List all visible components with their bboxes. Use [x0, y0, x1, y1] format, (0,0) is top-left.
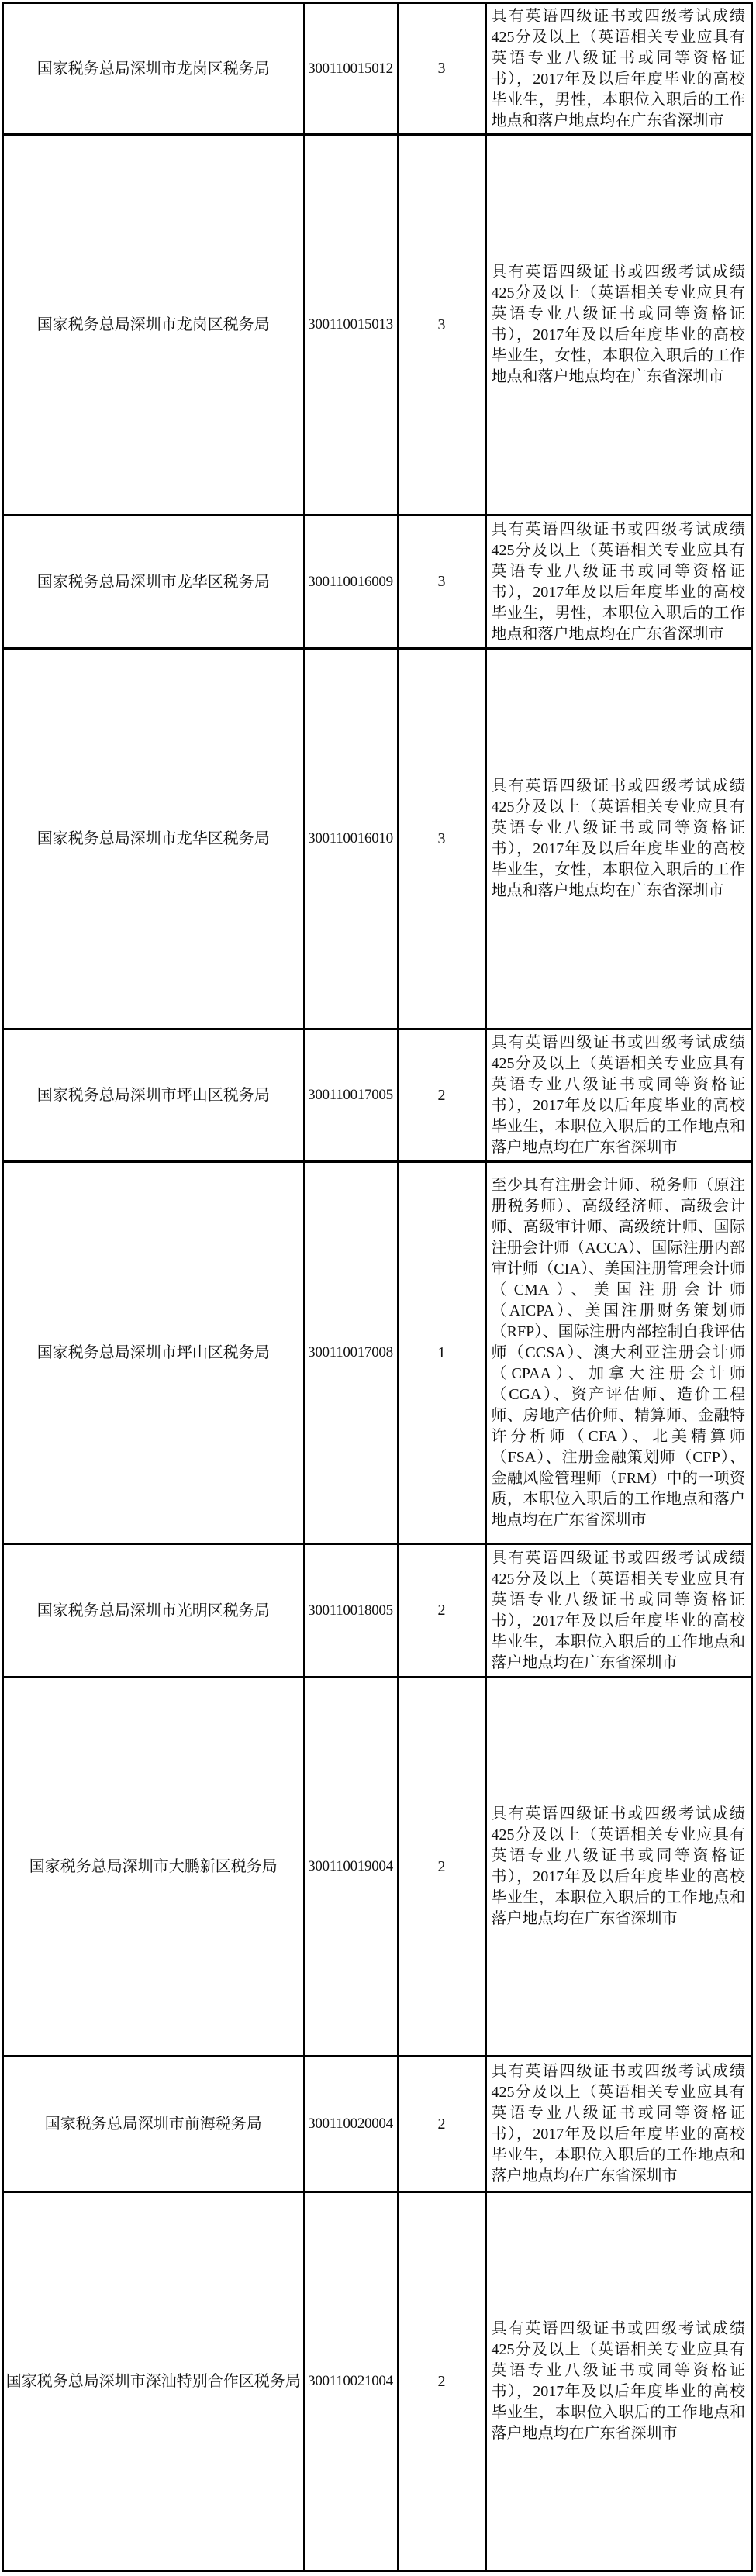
openings-count-cell: 2 — [398, 1029, 486, 1162]
table-row — [3, 3, 752, 135]
position-code-cell: 300110019004 — [304, 1678, 398, 2057]
position-code-cell: 300110021004 — [304, 2192, 398, 2571]
position-code-cell: 300110017005 — [304, 1029, 398, 1162]
requirements-cell: 具有英语四级证书或四级考试成绩425分及以上（英语相关专业应具有英语专业八级证书或同等资格证书），2017年及以后年度毕业的高校毕业生，本职位入职后的工作地点和落户地点均在广东省深圳市 — [486, 1544, 752, 1678]
openings-count-cell: 3 — [398, 135, 486, 516]
position-code-cell: 300110016010 — [304, 649, 398, 1029]
position-table — [2, 2, 753, 2572]
table-row — [3, 2192, 752, 2571]
org-cell: 国家税务总局深圳市龙岗区税务局 — [3, 3, 304, 135]
requirements-cell: 至少具有注册会计师、税务师（原注册税务师）、高级经济师、高级会计师、高级审计师、高级统计师、国际注册会计师（ACCA）、国际注册内部审计师（CIA）、美国注册管理会计师（CMA）、美国注册会计师（AICPA）、美国注册财务策划师（RFP）、国际注册内部控制自我评估师（CCSA）、澳大利亚注册会计师（CPAA）、加拿大注册会计师（CGA）、资产评估师、造价工程师、房地产估价师、精算师、金融特许分析师（CFA）、北美精算师（FSA）、注册金融策划师（CFP）、金融风险管理师（FRM）中的一项资质，本职位入职后的工作地点和落户地点均在广东省深圳市 — [486, 1162, 752, 1544]
openings-count-cell: 1 — [398, 1162, 486, 1544]
requirements-cell: 具有英语四级证书或四级考试成绩425分及以上（英语相关专业应具有英语专业八级证书或同等资格证书），2017年及以后年度毕业的高校毕业生，本职位入职后的工作地点和落户地点均在广东省深圳市 — [486, 2057, 752, 2192]
org-cell: 国家税务总局深圳市光明区税务局 — [3, 1544, 304, 1678]
org-cell: 国家税务总局深圳市前海税务局 — [3, 2057, 304, 2192]
position-table-body — [3, 3, 752, 2571]
position-code-cell: 300110015013 — [304, 135, 398, 516]
table-row — [3, 649, 752, 1029]
openings-count-cell: 2 — [398, 1678, 486, 2057]
table-row — [3, 2057, 752, 2192]
org-cell: 国家税务总局深圳市大鹏新区税务局 — [3, 1678, 304, 2057]
requirements-cell: 具有英语四级证书或四级考试成绩425分及以上（英语相关专业应具有英语专业八级证书或同等资格证书），2017年及以后年度毕业的高校毕业生，男性，本职位入职后的工作地点和落户地点均在广东省深圳市 — [486, 3, 752, 135]
requirements-cell: 具有英语四级证书或四级考试成绩425分及以上（英语相关专业应具有英语专业八级证书或同等资格证书），2017年及以后年度毕业的高校毕业生，本职位入职后的工作地点和落户地点均在广东省深圳市 — [486, 1029, 752, 1162]
table-row — [3, 1162, 752, 1544]
openings-count-cell: 2 — [398, 1544, 486, 1678]
org-cell: 国家税务总局深圳市坪山区税务局 — [3, 1029, 304, 1162]
requirements-cell: 具有英语四级证书或四级考试成绩425分及以上（英语相关专业应具有英语专业八级证书或同等资格证书），2017年及以后年度毕业的高校毕业生，女性，本职位入职后的工作地点和落户地点均在广东省深圳市 — [486, 135, 752, 516]
org-cell: 国家税务总局深圳市龙华区税务局 — [3, 516, 304, 649]
position-code-cell: 300110020004 — [304, 2057, 398, 2192]
table-row — [3, 1029, 752, 1162]
requirements-cell: 具有英语四级证书或四级考试成绩425分及以上（英语相关专业应具有英语专业八级证书或同等资格证书），2017年及以后年度毕业的高校毕业生，本职位入职后的工作地点和落户地点均在广东省深圳市 — [486, 1678, 752, 2057]
requirements-cell: 具有英语四级证书或四级考试成绩425分及以上（英语相关专业应具有英语专业八级证书或同等资格证书），2017年及以后年度毕业的高校毕业生，男性，本职位入职后的工作地点和落户地点均在广东省深圳市 — [486, 516, 752, 649]
table-row — [3, 135, 752, 516]
org-cell: 国家税务总局深圳市龙岗区税务局 — [3, 135, 304, 516]
position-code-cell: 300110016009 — [304, 516, 398, 649]
org-cell: 国家税务总局深圳市龙华区税务局 — [3, 649, 304, 1029]
table-row — [3, 1544, 752, 1678]
position-code-cell: 300110017008 — [304, 1162, 398, 1544]
openings-count-cell: 3 — [398, 649, 486, 1029]
table-row — [3, 516, 752, 649]
table-row — [3, 1678, 752, 2057]
org-cell: 国家税务总局深圳市坪山区税务局 — [3, 1162, 304, 1544]
openings-count-cell: 3 — [398, 516, 486, 649]
openings-count-cell: 3 — [398, 3, 486, 135]
position-code-cell: 300110015012 — [304, 3, 398, 135]
position-code-cell: 300110018005 — [304, 1544, 398, 1678]
org-cell: 国家税务总局深圳市深汕特别合作区税务局 — [3, 2192, 304, 2571]
requirements-cell: 具有英语四级证书或四级考试成绩425分及以上（英语相关专业应具有英语专业八级证书或同等资格证书），2017年及以后年度毕业的高校毕业生，本职位入职后的工作地点和落户地点均在广东省深圳市 — [486, 2192, 752, 2571]
openings-count-cell: 2 — [398, 2192, 486, 2571]
openings-count-cell: 2 — [398, 2057, 486, 2192]
requirements-cell: 具有英语四级证书或四级考试成绩425分及以上（英语相关专业应具有英语专业八级证书或同等资格证书），2017年及以后年度毕业的高校毕业生，女性，本职位入职后的工作地点和落户地点均在广东省深圳市 — [486, 649, 752, 1029]
